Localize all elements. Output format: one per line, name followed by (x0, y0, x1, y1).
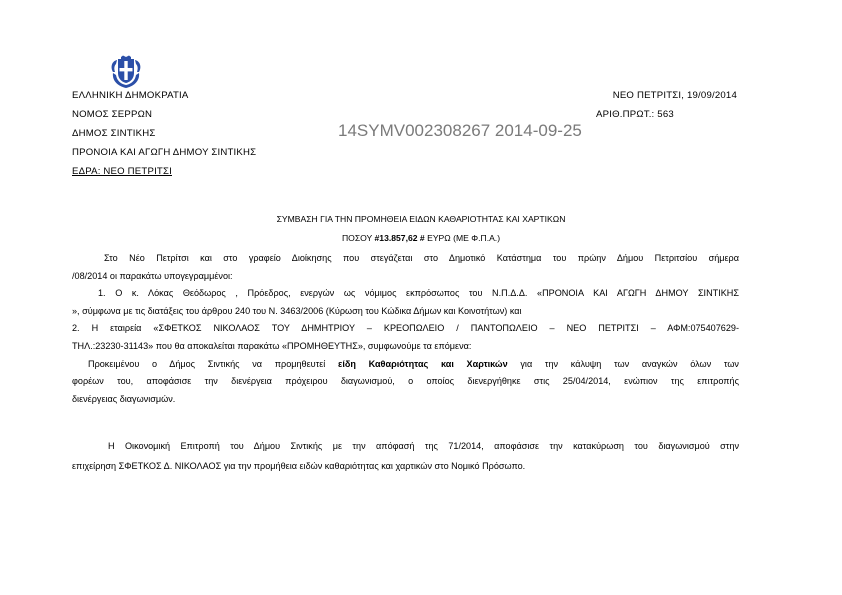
contract-amount (0, 233, 842, 243)
amount-suffix: ΕΥΡΩ (ΜΕ Φ.Π.Α.) (424, 233, 501, 243)
body-line-7-bold: είδη Καθαριότητας και Χαρτικών (338, 358, 508, 369)
body-line-2: /08/2014 οι παρακάτω υπογεγραμμένοι: (72, 270, 233, 281)
body-line-7-c: για την κάλυψη των αναγκών όλων των (507, 358, 739, 369)
body-line-10: Η Οικονομική Επιτροπή του Δήμου Σιντικής με την απόφασή της 71/2014, αποφάσισε την κατακύρωση του διαγωνισμού στην (108, 441, 739, 451)
header-municipality: ΔΗΜΟΣ ΣΙΝΤΙΚΗΣ (72, 128, 156, 139)
amount-prefix: ΠΟΣΟΥ (341, 233, 375, 243)
contract-title: ΣΥΜΒΑΣΗ ΓΙΑ ΤΗΝ ΠΡΟΜΗΘΕΙΑ ΕΙΔΩΝ ΚΑΘΑΡΙΟΤΗΤΑΣ ΚΑΙ ΧΑΡΤΙΚΩΝ (276, 214, 566, 224)
body-line-3: 1. Ο κ. Λόκας Θεόδωρος , Πρόεδρος, ενεργών ως νόμιμος εκπρόσωπος του Ν.Π.Δ.Δ. «ΠΡΟΝΟΙΑ ΚΑΙ ΑΓΩΓΗ ΔΗΜΟΥ ΣΙΝΤΙΚΗΣ (98, 288, 739, 299)
body-line-5: 2. Η εταιρεία «ΣΦΕΤΚΟΣ ΝΙΚΟΛΑΟΣ ΤΟΥ ΔΗΜΗΤΡΙΟΥ – ΚΡΕΟΠΩΛΕΙΟ / ΠΑΝΤΟΠΩΛΕΙΟ – ΝΕΟ ΠΕΤΡΙΤΣΙ – ΑΦΜ:075407629- (72, 323, 739, 334)
header-seat (72, 166, 172, 177)
body-line-1: Στο Νέο Πετρίτσι και στο γραφείο Διοίκησης που στεγάζεται στο Δημοτικό Κατάστημα του πρώην Δήμου Πετριτσίου σήμερα (104, 253, 739, 263)
body-line-7-a: Προκειμένου ο Δήμος Σιντικής να προμηθευτεί (88, 358, 338, 369)
body-line-11: επιχείρηση ΣΦΕΤΚΟΣ Δ. ΝΙΚΟΛΑΟΣ για την προμήθεια ειδών καθαριότητας και χαρτικών στο Νομικό Πρόσωπο. (72, 461, 526, 471)
greek-coat-of-arms-icon (109, 55, 143, 89)
header-place-date: ΝΕΟ ΠΕΤΡΙΤΣΙ, 19/09/2014 (612, 90, 737, 101)
body-line-4: », σύμφωνα με τις διατάξεις του άρθρου 240 του Ν. 3463/2006 (Κύρωση του Κώδικα Δήμων και Κοινοτήτων) και (72, 305, 522, 316)
body-line-8: φορέων του, αποφάσισε την διενέργεια πρόχειρου διαγωνισμού, ο οποίος διενεργήθηκε στις 25/04/2014, ενώπιον της επιτροπής (72, 376, 739, 387)
amount-value: #13.857,62 # (374, 233, 425, 243)
header-seat-text: ΕΔΡΑ: ΝΕΟ ΠΕΤΡΙΤΣΙ (72, 166, 172, 177)
header-prefecture: ΝΟΜΟΣ ΣΕΡΡΩΝ (72, 109, 153, 120)
header-country: ΕΛΛΗΝΙΚΗ ΔΗΜΟΚΡΑΤΙΑ (72, 90, 189, 101)
body-line-9: διενέργειας διαγωνισμών. (72, 393, 176, 404)
body-line-6: ΤΗΛ.:23230-31143» που θα αποκαλείται παρακάτω «ΠΡΟΜΗΘΕΥΤΗΣ», συμφωνούμε τα επόμενα: (72, 340, 472, 351)
contract-body-2 (72, 436, 739, 476)
body-line-7 (72, 356, 739, 374)
header-protocol-number: ΑΡΙΘ.ΠΡΩΤ.: 563 (596, 109, 674, 120)
document-id-watermark: 14SYMV002308267 2014-09-25 (338, 121, 582, 140)
header-organization: ΠΡΟΝΟΙΑ ΚΑΙ ΑΓΩΓΗ ΔΗΜΟΥ ΣΙΝΤΙΚΗΣ (72, 147, 257, 158)
contract-body (72, 250, 739, 408)
